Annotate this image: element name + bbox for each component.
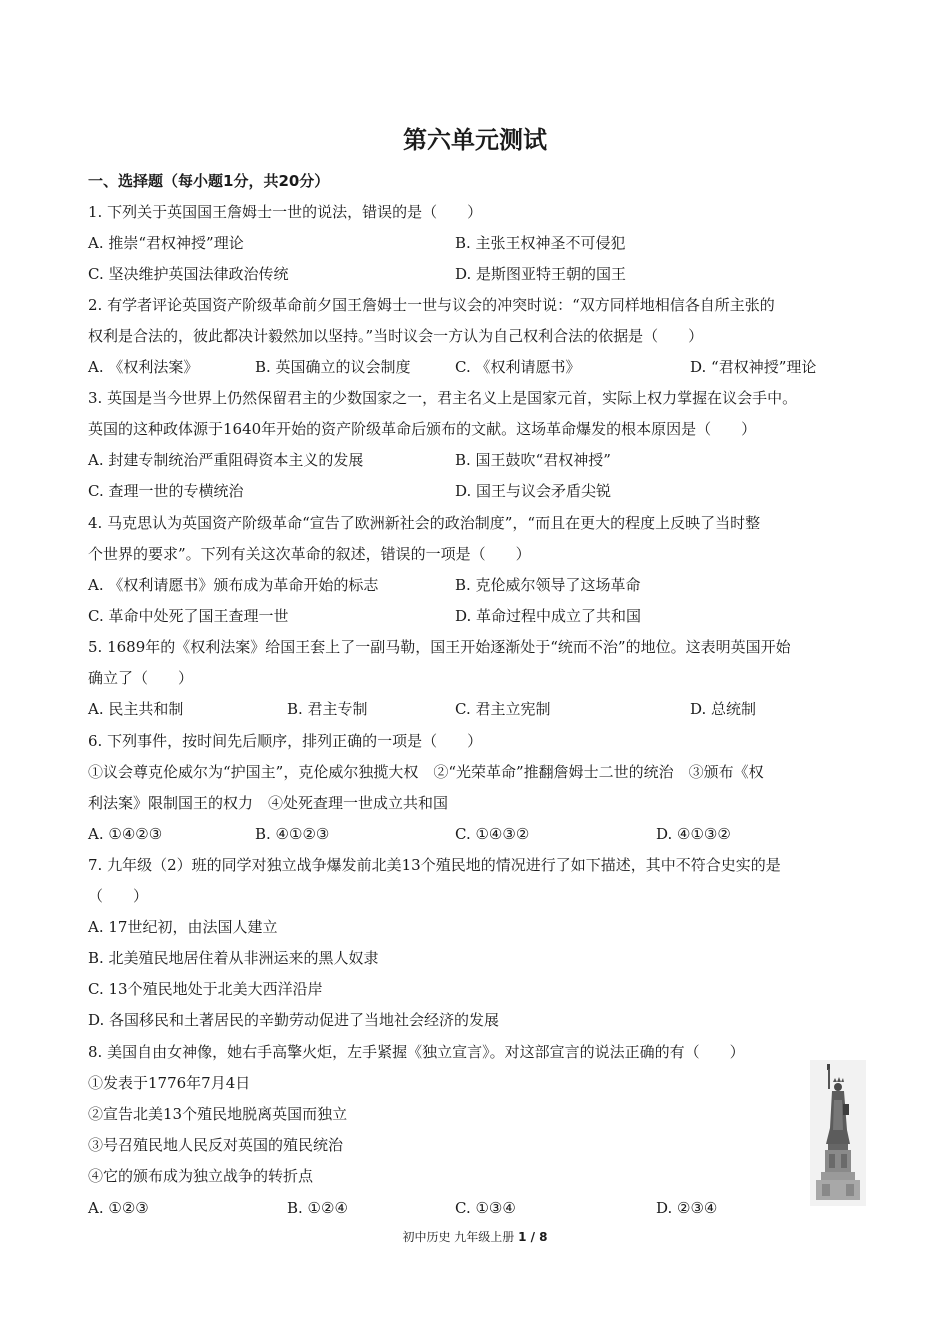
option-7c: C. 13个殖民地处于北美大西洋沿岸 [88, 980, 323, 998]
option-2c: C. 《权利请愿书》 [455, 358, 581, 376]
option-6b: B. ④①②③ [255, 825, 330, 843]
option-2a: A. 《权利法案》 [88, 358, 199, 376]
question-8-line1: 8. 美国自由女神像，她右手高擎火炬，左手紧握《独立宣言》。对这部宣言的说法正确的有（ ） [88, 1043, 745, 1061]
option-8b: B. ①②④ [287, 1199, 348, 1217]
question-2-line1: 2. 有学者评论英国资产阶级革命前夕国王詹姆士一世与议会的冲突时说：“双方同样地相信各自所主张的 [88, 296, 775, 314]
option-1d: D. 是斯图亚特王朝的国王 [455, 265, 627, 283]
option-6c: C. ①④③② [455, 825, 530, 843]
statue-of-liberty-icon [810, 1060, 866, 1206]
question-7-line2: （ ） [88, 887, 149, 905]
option-8a: A. ①②③ [88, 1199, 149, 1217]
question-1: 1. 下列关于英国国王詹姆士一世的说法，错误的是（ ） [88, 203, 483, 221]
question-3-line2: 英国的这种政体源于1640年开始的资产阶级革命后颁布的文献。这场革命爆发的根本原因是（ ） [88, 420, 757, 438]
option-5a: A. 民主共和制 [88, 700, 184, 718]
statement-8-4: ④它的颁布成为独立战争的转折点 [88, 1167, 314, 1185]
option-4b: B. 克伦威尔领导了这场革命 [455, 576, 641, 594]
question-4-line2: 个世界的要求”。下列有关这次革命的叙述，错误的一项是（ ） [88, 545, 531, 563]
option-3c: C. 查理一世的专横统治 [88, 482, 244, 500]
page-title: 第六单元测试 [403, 126, 547, 154]
option-4a: A. 《权利请愿书》颁布成为革命开始的标志 [88, 576, 379, 594]
question-2-line2: 权利是合法的，彼此都决计毅然加以坚持。”当时议会一方认为自己权利合法的依据是（ ） [88, 327, 704, 345]
option-8c: C. ①③④ [455, 1199, 516, 1217]
question-4-line1: 4. 马克思认为英国资产阶级革命“宣告了欧洲新社会的政治制度”，“而且在更大的程度上反映了当时整 [88, 514, 761, 532]
option-4c: C. 革命中处死了国王查理一世 [88, 607, 289, 625]
option-7d: D. 各国移民和土著居民的辛勤劳动促进了当地社会经济的发展 [88, 1011, 500, 1029]
statement-8-3: ③号召殖民地人民反对英国的殖民统治 [88, 1136, 344, 1154]
option-8d: D. ②③④ [656, 1199, 718, 1217]
question-5-line2: 确立了（ ） [88, 669, 194, 687]
option-6a: A. ①④②③ [88, 825, 163, 843]
option-3d: D. 国王与议会矛盾尖锐 [455, 482, 612, 500]
option-3a: A. 封建专制统治严重阻碍资本主义的发展 [88, 451, 364, 469]
option-7b: B. 北美殖民地居住着从非洲运来的黑人奴隶 [88, 949, 379, 967]
statement-8-2: ②宣告北美13个殖民地脱离英国而独立 [88, 1105, 348, 1123]
option-1b: B. 主张王权神圣不可侵犯 [455, 234, 626, 252]
option-5d: D. 总统制 [690, 700, 757, 718]
question-6-line2: ①议会尊克伦威尔为“护国主”，克伦威尔独揽大权 ②“光荣革命”推翻詹姆士二世的统治 ③颁布《权 [88, 763, 764, 781]
option-1a: A. 推崇“君权神授”理论 [88, 234, 244, 252]
question-6-line3: 利法案》限制国王的权力 ④处死查理一世成立共和国 [88, 794, 449, 812]
footer-text: 初中历史 九年级上册 [402, 1230, 519, 1244]
option-5b: B. 君主专制 [287, 700, 368, 718]
option-6d: D. ④①③② [656, 825, 731, 843]
question-3-line1: 3. 英国是当今世界上仍然保留君主的少数国家之一，君主名义上是国家元首，实际上权力掌握在议会手中。 [88, 389, 798, 407]
option-5c: C. 君主立宪制 [455, 700, 551, 718]
option-4d: D. 革命过程中成立了共和国 [455, 607, 642, 625]
question-7-line1: 7. 九年级（2）班的同学对独立战争爆发前北美13个殖民地的情况进行了如下描述，其中不符合史实的是 [88, 856, 781, 874]
statement-8-1: ①发表于1776年7月4日 [88, 1074, 251, 1092]
option-1c: C. 坚决维护英国法律政治传统 [88, 265, 289, 283]
page-number: 1 / 8 [518, 1230, 548, 1244]
option-7a: A. 17世纪初，由法国人建立 [88, 918, 278, 936]
page-footer [0, 1227, 950, 1247]
option-3b: B. 国王鼓吹“君权神授” [455, 451, 611, 469]
question-5-line1: 5. 1689年的《权利法案》给国王套上了一副马勒，国王开始逐渐处于“统而不治”的地位。这表明英国开始 [88, 638, 791, 656]
option-2d: D. “君权神授”理论 [690, 358, 817, 376]
option-2b: B. 英国确立的议会制度 [255, 358, 411, 376]
section-heading: 一、选择题（每小题1分，共20分） [88, 172, 330, 190]
question-6-line1: 6. 下列事件，按时间先后顺序，排列正确的一项是（ ） [88, 732, 483, 750]
